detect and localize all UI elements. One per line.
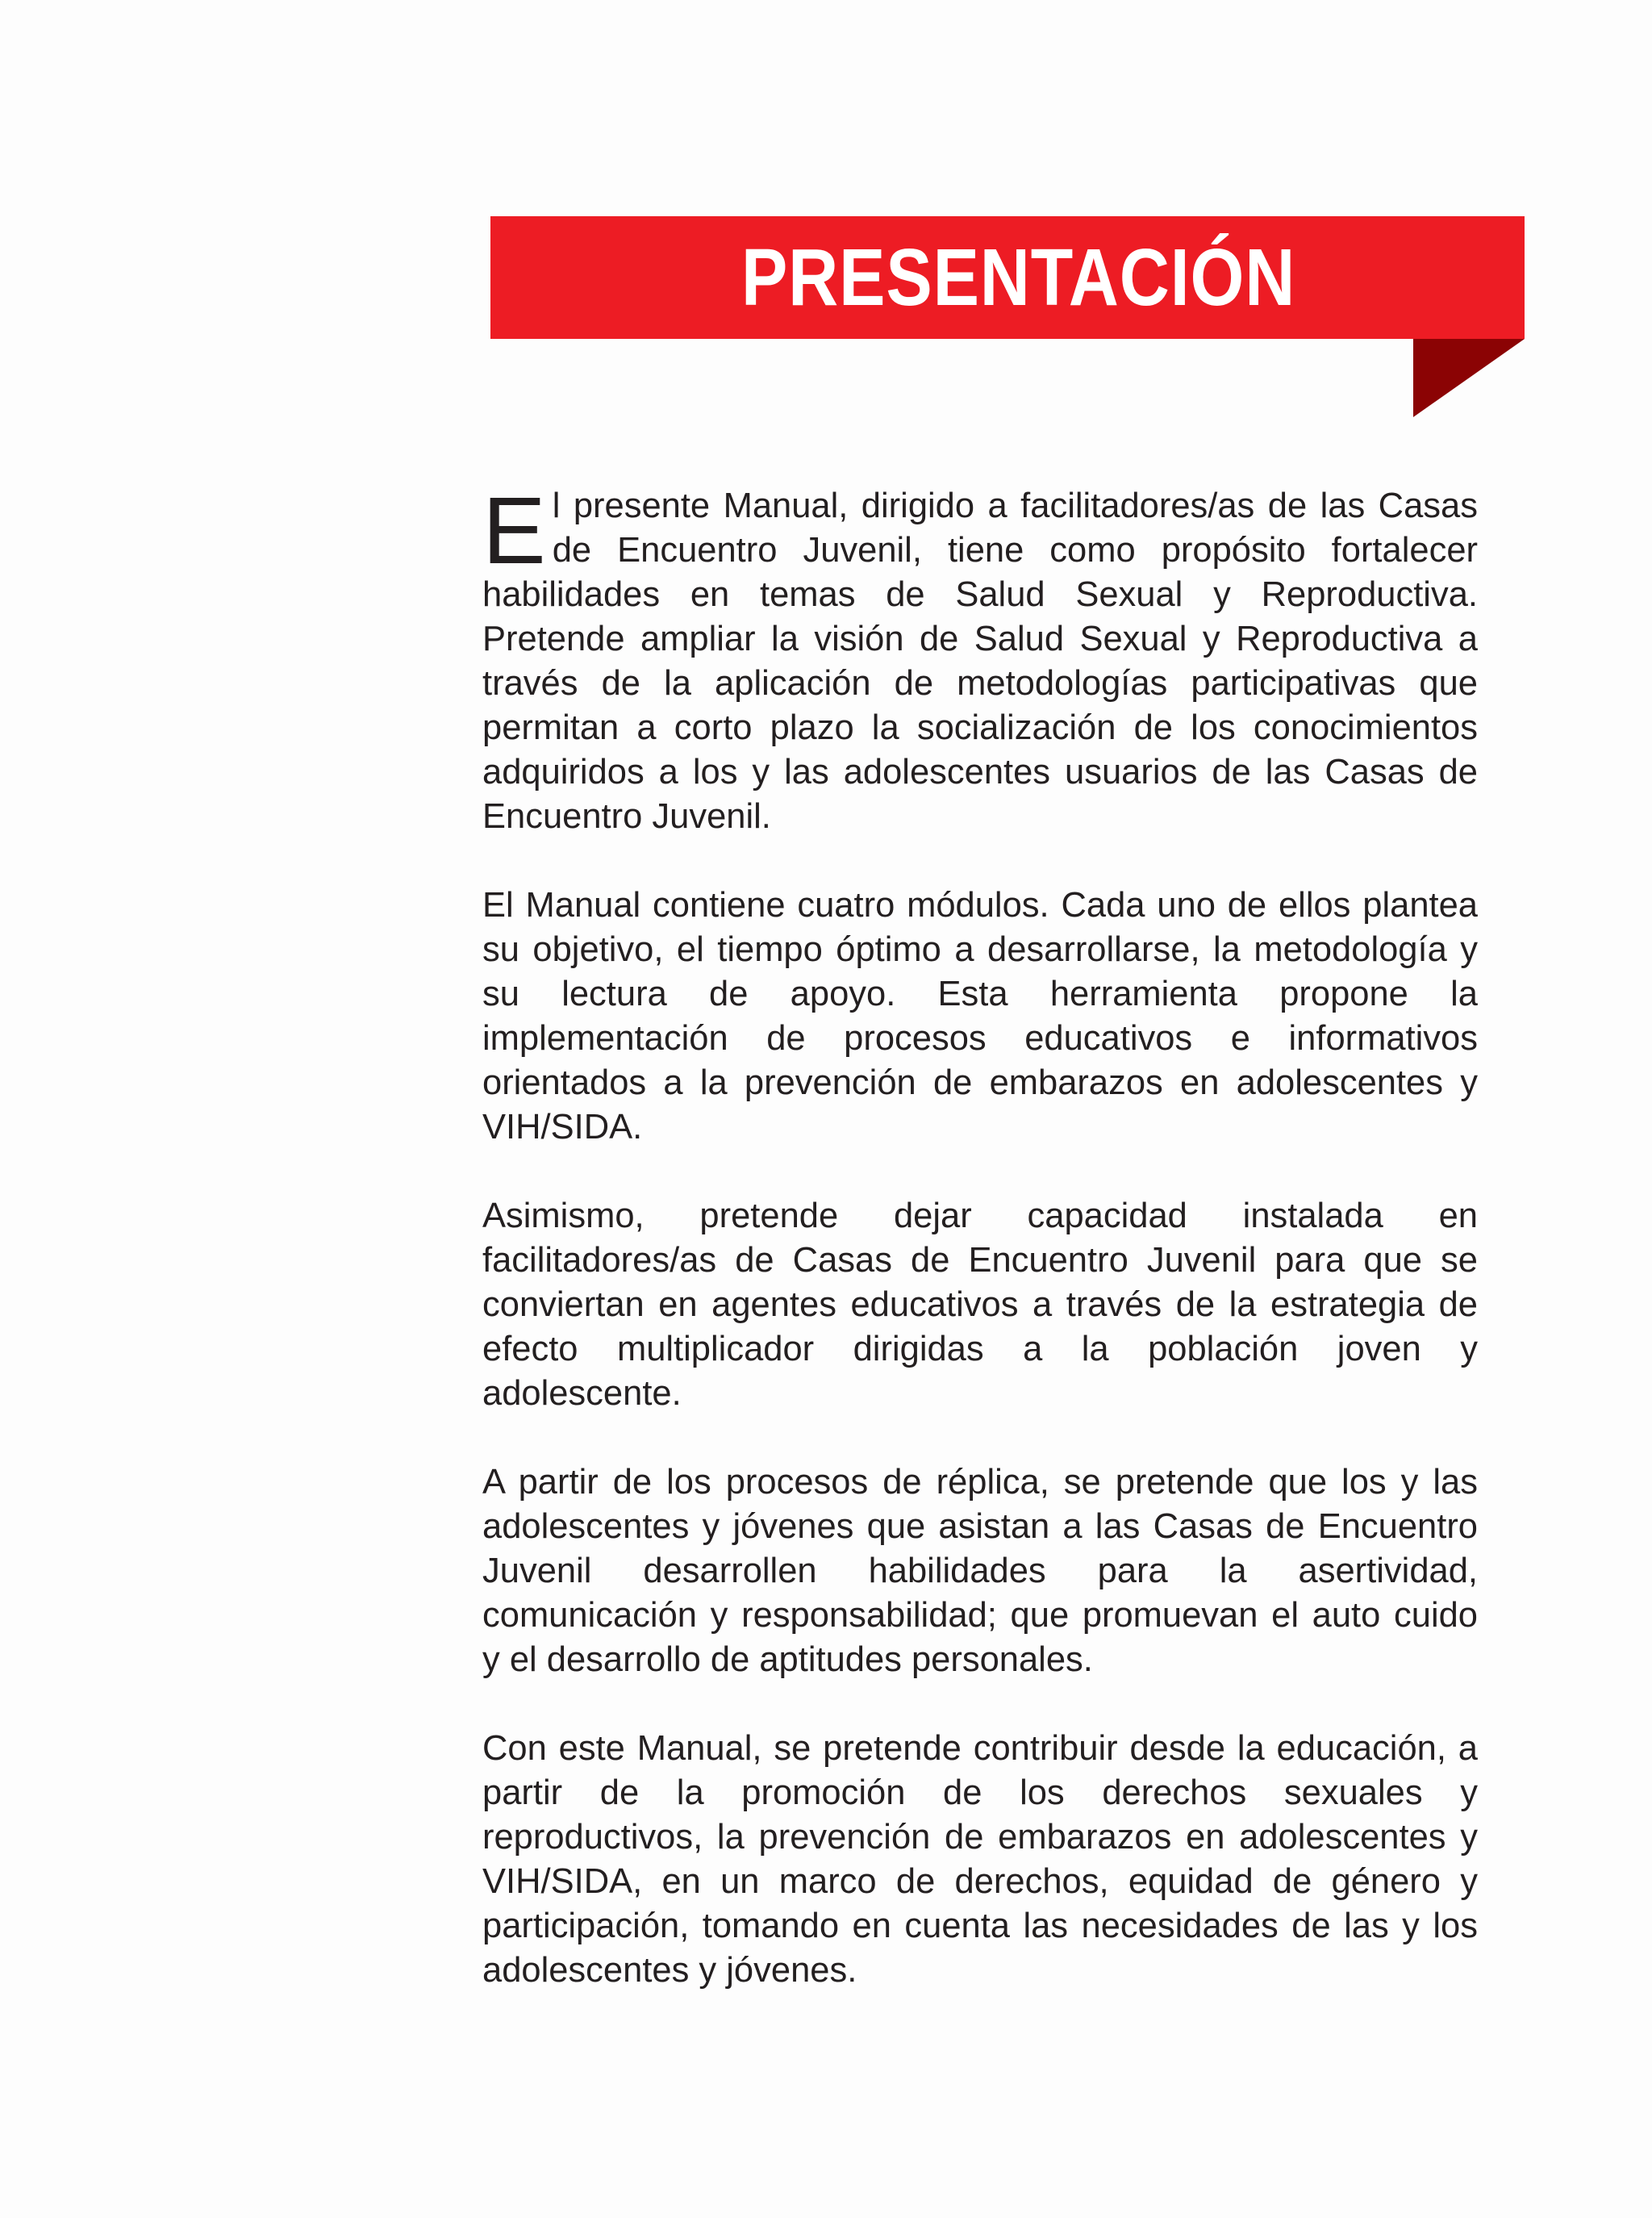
paragraph-contribution: Con este Manual, se pretende contribuir desde la educación, a partir de la promoción de los derechos sexuales y reproductivos, la prevención de embarazos en adolescentes y VIH/SIDA, en un marco de derechos, equidad de género y participación, tomando en cuenta las necesidades de las y los adolescentes y jóvenes. — [482, 1729, 1478, 1990]
paragraph-text: l presente Manual, dirigido a facilitadores/as de las Casas de Encuentro Juvenil, tiene como propósito fortalecer habilidades en temas de Salud Sexual y Reproductiva. Pretende ampliar la visión de Salud Sexual y Reproductiva a través de la aplicación de metodologías participativas que permitan a corto plazo la socialización de los conocimientos adquiridos a los y las adolescentes usuarios de las Casas de Encuentro Juvenil. — [482, 487, 1478, 836]
paragraph-replication: A partir de los procesos de réplica, se pretende que los y las adolescentes y jóvenes que asistan a las Casas de Encuentro Juvenil desarrollen habilidades para la asertividad, comunicación y responsabilidad; que promuevan el auto cuido y el desarrollo de aptitudes personales. — [482, 1463, 1478, 1679]
drop-cap: E — [482, 478, 546, 584]
body-text — [482, 478, 1478, 2037]
paragraph-intro — [482, 478, 1478, 839]
title-banner — [490, 216, 1525, 339]
page-title: PRESENTACIÓN — [741, 232, 1296, 323]
paragraph-capacity: Asimismo, pretende dejar capacidad instalada en facilitadores/as de Casas de Encuentro Juvenil para que se conviertan en agentes educativos a través de la estrategia de efecto multiplicador dirigidas a la población joven y adolescente. — [482, 1197, 1478, 1413]
paragraph-modules: El Manual contiene cuatro módulos. Cada uno de ellos plantea su objetivo, el tiempo óptimo a desarrollarse, la metodología y su lectura de apoyo. Esta herramienta propone la implementación de procesos educativos e informativos orientados a la prevención de embarazos en adolescentes y VIH/SIDA. — [482, 886, 1478, 1147]
